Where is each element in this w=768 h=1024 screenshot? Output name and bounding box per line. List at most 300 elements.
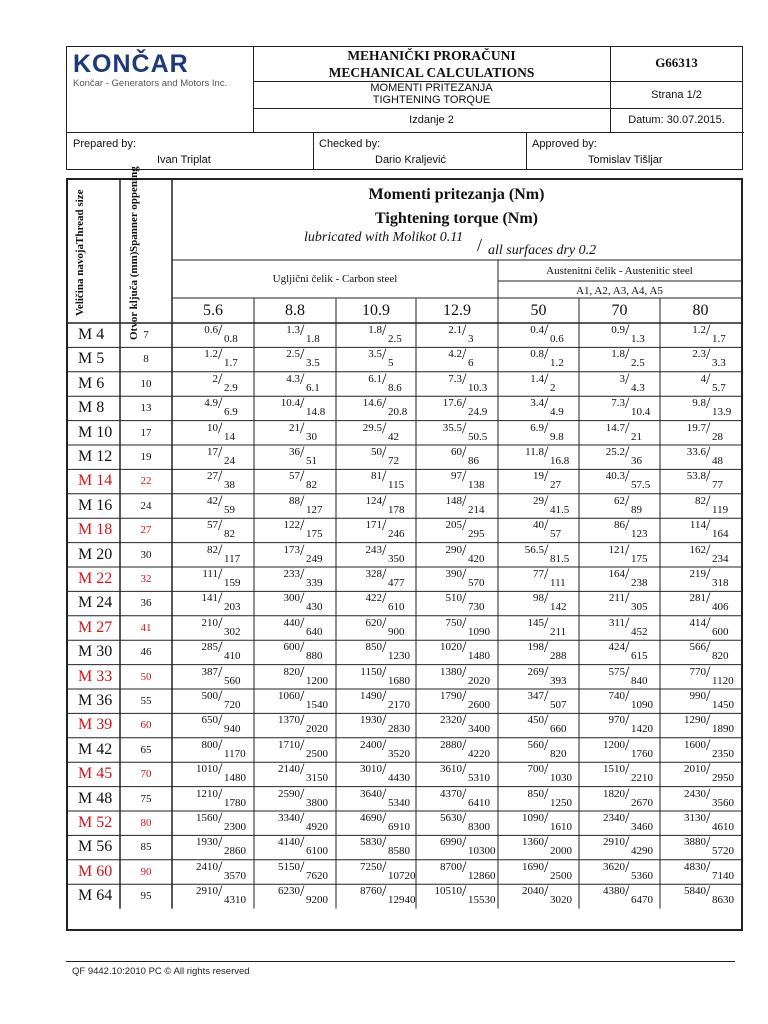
torque-value-cell: [360, 347, 420, 371]
torque-dry: 4610: [712, 821, 734, 833]
doc-title-en: MECHANICAL CALCULATIONS: [328, 65, 535, 80]
torque-lubricated: 17: [207, 446, 218, 458]
value-separator: /: [300, 639, 305, 657]
austenitic-steel-label: Austenitni čelik - Austenitic steel: [546, 265, 693, 277]
torque-dry: 1610: [550, 821, 572, 833]
torque-dry: 1760: [631, 747, 653, 760]
torque-dry: 406: [712, 601, 729, 614]
torque-dry: 14.8: [306, 406, 326, 419]
thread-size-cell: M 56: [78, 838, 113, 856]
value-separator: /: [462, 688, 467, 705]
torque-value-cell: [360, 616, 420, 640]
value-separator: /: [382, 492, 387, 510]
value-separator: /: [706, 834, 711, 852]
torque-dry: 28: [712, 430, 723, 443]
torque-lubricated: 285: [201, 641, 218, 654]
torque-dry: 1170: [224, 747, 246, 760]
value-separator: /: [300, 785, 305, 803]
torque-lubricated: 36: [289, 446, 300, 458]
torque-dry: 15530: [468, 894, 496, 907]
value-separator: /: [382, 322, 387, 339]
torque-dry: 1250: [550, 796, 572, 809]
torque-dry: 1480: [224, 772, 246, 785]
torque-value-cell: [278, 372, 338, 396]
torque-lubricated: 450: [527, 714, 544, 727]
value-separator: /: [218, 492, 223, 510]
torque-lubricated: 1060: [278, 690, 300, 702]
torque-value-cell: [196, 738, 256, 762]
torque-lubricated: 4370: [440, 787, 462, 800]
torque-dry: 117: [224, 552, 241, 565]
torque-lubricated: 1090: [522, 812, 544, 824]
torque-dry: 24: [224, 455, 235, 467]
torque-value-cell: [196, 835, 256, 859]
torque-dry: 4.3: [631, 381, 645, 394]
value-separator: /: [544, 370, 549, 388]
torque-dry: 940: [224, 723, 241, 736]
torque-dry: 6470: [631, 894, 653, 907]
torque-dry: 600: [712, 625, 729, 638]
torque-lubricated: 19.7: [686, 421, 706, 434]
torque-lubricated: 3010: [360, 763, 382, 776]
torque-dry: 7140: [712, 869, 734, 882]
torque-value-cell: [196, 665, 256, 689]
value-separator: /: [218, 639, 223, 657]
torque-value-cell: [196, 884, 256, 908]
thread-size-cell: M 5: [78, 350, 105, 368]
torque-lubricated: 1200: [603, 738, 625, 751]
doc-subtitle-hr: MOMENTI PRITEZANJA: [370, 82, 493, 94]
torque-value-cell: [196, 567, 256, 591]
value-separator: /: [300, 444, 305, 461]
torque-dry: 840: [631, 674, 648, 687]
prepared-label: Prepared by:: [73, 138, 136, 150]
torque-lubricated: 600: [283, 641, 300, 654]
torque-dry: 1.3: [631, 333, 645, 345]
torque-lubricated: 510: [445, 592, 462, 605]
value-separator: /: [706, 663, 711, 681]
value-separator: /: [462, 468, 467, 486]
torque-lubricated: 88: [289, 494, 300, 507]
torque-value-cell: [684, 835, 744, 859]
value-separator: /: [625, 810, 630, 827]
torque-lubricated: 1010: [196, 763, 218, 776]
torque-dry: 4430: [388, 772, 410, 785]
thread-size-header: [74, 184, 114, 322]
torque-lubricated: 14.6: [362, 397, 382, 410]
torque-value-cell: [522, 860, 582, 884]
strength-class-header: 50: [530, 302, 547, 319]
torque-lubricated: 1.2: [204, 348, 218, 361]
value-separator: /: [706, 712, 711, 730]
spanner-size-cell: 46: [140, 646, 152, 659]
torque-lubricated: 171: [365, 519, 382, 532]
value-separator: /: [218, 858, 223, 876]
value-separator: /: [544, 736, 549, 754]
torque-value-cell: [440, 347, 500, 371]
torque-dry: 175: [306, 528, 323, 541]
torque-value-cell: [196, 421, 256, 445]
torque-table: [66, 165, 743, 931]
torque-dry: 2670: [631, 796, 653, 809]
torque-lubricated: 5150: [278, 860, 300, 873]
torque-dry: 2830: [388, 723, 410, 736]
thread-size-header-hr: Veličina navoja: [74, 244, 86, 317]
torque-dry: 5.7: [712, 381, 726, 394]
torque-dry: 410: [224, 650, 241, 663]
torque-lubricated: 111: [202, 568, 218, 580]
value-separator: /: [544, 810, 549, 827]
torque-lubricated: 740: [608, 690, 625, 702]
torque-value-cell: [522, 713, 582, 737]
spanner-size-cell: 50: [140, 670, 152, 683]
torque-dry: 660: [550, 723, 567, 736]
value-separator: /: [218, 883, 223, 901]
torque-value-cell: [603, 665, 663, 689]
torque-lubricated: 1380: [440, 665, 462, 678]
torque-lubricated: 290: [445, 543, 462, 556]
torque-lubricated: 750: [445, 616, 462, 629]
torque-dry: 820: [712, 650, 729, 663]
thread-size-cell: M 64: [78, 887, 113, 905]
torque-dry: 51: [306, 455, 317, 467]
torque-lubricated: 82: [207, 543, 218, 556]
torque-dry: 246: [388, 528, 405, 541]
spanner-size-cell: 19: [140, 451, 152, 463]
torque-value-cell: [360, 469, 420, 493]
torque-lubricated: 2.3: [692, 348, 706, 361]
torque-value-cell: [196, 372, 256, 396]
value-separator: /: [382, 639, 387, 657]
torque-dry: 7620: [306, 869, 328, 882]
torque-value-cell: [684, 421, 744, 445]
torque-dry: 3: [468, 333, 474, 345]
torque-value-cell: [440, 811, 500, 835]
torque-value-cell: [360, 518, 420, 542]
torque-value-cell: [440, 543, 500, 567]
torque-value-cell: [278, 689, 338, 713]
logo-text: KONČAR: [73, 50, 189, 78]
condition-dry: all surfaces dry 0.2: [488, 243, 597, 258]
torque-value-cell: [522, 616, 582, 640]
torque-dry: 42: [388, 430, 399, 443]
torque-dry: 2350: [712, 747, 734, 760]
torque-value-cell: [684, 713, 744, 737]
thread-size-cell: M 48: [78, 789, 113, 807]
value-separator: /: [625, 858, 630, 876]
value-separator: /: [544, 419, 549, 437]
issue-date: Datum: 30.07.2015.: [628, 114, 725, 126]
value-separator: /: [382, 663, 387, 681]
doc-title-hr: MEHANIČKI PRORAČUNI: [347, 48, 516, 63]
torque-lubricated: 850: [365, 641, 382, 654]
value-separator: /: [300, 590, 305, 608]
condition-lubricated: lubricated with Molikot 0.11: [304, 230, 464, 245]
torque-lubricated: 387: [201, 665, 218, 678]
spanner-size-cell: 70: [140, 768, 152, 781]
issue-number: Izdanje 2: [409, 114, 454, 126]
torque-value-cell: [522, 811, 582, 835]
value-separator: /: [462, 736, 467, 754]
torque-value-cell: [603, 469, 663, 493]
torque-lubricated: 3.5: [368, 348, 382, 361]
torque-value-cell: [522, 591, 582, 615]
torque-lubricated: 2430: [684, 787, 706, 800]
torque-dry: 41.5: [550, 503, 570, 516]
torque-dry: 2600: [468, 699, 490, 711]
torque-value-cell: [603, 689, 663, 713]
torque-value-cell: [603, 787, 663, 811]
value-separator: /: [544, 395, 549, 413]
torque-dry: 8300: [468, 821, 490, 833]
document-header: [66, 46, 743, 170]
torque-lubricated: 7250: [360, 860, 382, 873]
torque-dry: 339: [306, 577, 323, 589]
value-separator: /: [706, 736, 711, 754]
value-separator: /: [462, 541, 467, 559]
value-separator: /: [544, 712, 549, 730]
torque-lubricated: 2590: [278, 787, 300, 800]
torque-value-cell: [360, 396, 420, 420]
value-separator: /: [625, 639, 630, 657]
torque-dry: 123: [631, 528, 648, 541]
value-separator: /: [462, 517, 467, 535]
torque-value-cell: [196, 811, 256, 835]
torque-value-cell: [684, 323, 744, 347]
torque-lubricated: 2880: [440, 738, 462, 751]
torque-dry: 2170: [388, 699, 410, 711]
torque-dry: 1.2: [550, 357, 564, 370]
torque-value-cell: [522, 323, 582, 347]
torque-lubricated: 1.8: [368, 324, 382, 336]
torque-dry: 2500: [550, 869, 572, 882]
torque-value-cell: [684, 469, 744, 493]
torque-value-cell: [684, 347, 744, 371]
torque-dry: 5310: [468, 772, 490, 785]
torque-dry: 615: [631, 650, 648, 663]
torque-lubricated: 3130: [684, 812, 706, 824]
value-separator: /: [382, 688, 387, 705]
torque-dry: 8580: [388, 845, 410, 858]
value-separator: /: [300, 395, 305, 413]
value-separator: /: [300, 346, 305, 364]
value-separator: /: [382, 785, 387, 803]
value-separator: /: [625, 736, 630, 754]
torque-lubricated: 25.2: [605, 446, 625, 458]
torque-dry: 6410: [468, 796, 490, 809]
torque-dry: 1090: [631, 699, 653, 711]
torque-value-cell: [360, 713, 420, 737]
torque-lubricated: 219: [689, 568, 706, 580]
torque-lubricated: 1020: [440, 641, 462, 654]
torque-value-cell: [278, 811, 338, 835]
torque-value-cell: [684, 591, 744, 615]
checked-label: Checked by:: [319, 138, 381, 150]
torque-value-cell: [360, 591, 420, 615]
carbon-steel-label: Ugljični čelik - Carbon steel: [272, 273, 398, 285]
torque-value-cell: [196, 543, 256, 567]
spanner-size-cell: 75: [140, 792, 152, 805]
torque-dry: 6910: [388, 821, 410, 833]
value-separator: /: [218, 444, 223, 461]
torque-lubricated: 3.4: [530, 397, 544, 410]
value-separator: /: [544, 590, 549, 608]
torque-dry: 640: [306, 625, 323, 638]
torque-dry: 2210: [631, 772, 653, 785]
torque-dry: 4220: [468, 747, 490, 760]
torque-lubricated: 8760: [360, 885, 382, 898]
value-separator: /: [706, 468, 711, 486]
torque-lubricated: 4140: [278, 836, 300, 849]
torque-lubricated: 424: [608, 641, 625, 654]
value-separator: /: [300, 517, 305, 535]
value-separator: /: [462, 663, 467, 681]
torque-dry: 249: [306, 552, 323, 565]
torque-value-cell: [522, 543, 582, 567]
torque-lubricated: 19: [533, 470, 544, 483]
thread-size-cell: M 20: [78, 545, 113, 563]
torque-value-cell: [684, 372, 744, 396]
torque-lubricated: 3340: [278, 812, 300, 824]
value-separator: /: [462, 712, 467, 730]
torque-value-cell: [684, 543, 744, 567]
spanner-size-cell: 8: [143, 353, 149, 366]
value-separator: /: [462, 785, 467, 803]
value-separator: /: [382, 834, 387, 852]
spanner-header-en: Spanner oppening: [128, 165, 140, 252]
spanner-size-cell: 85: [140, 841, 152, 854]
value-separator: /: [382, 883, 387, 901]
torque-value-cell: [603, 738, 663, 762]
torque-lubricated: 1290: [684, 714, 706, 727]
torque-lubricated: 4690: [360, 812, 382, 824]
value-separator: /: [218, 468, 223, 486]
torque-dry: 21: [631, 430, 642, 443]
torque-lubricated: 1930: [196, 836, 218, 849]
torque-value-cell: [360, 884, 420, 908]
torque-dry: 57.5: [631, 479, 651, 492]
value-separator: /: [625, 614, 630, 632]
value-separator: /: [706, 444, 711, 461]
torque-dry: 610: [388, 601, 405, 614]
torque-value-cell: [684, 567, 744, 591]
torque-value-cell: [278, 787, 338, 811]
value-separator: /: [382, 370, 387, 388]
torque-value-cell: [440, 689, 500, 713]
value-separator: /: [382, 395, 387, 413]
torque-dry: 238: [631, 577, 648, 589]
torque-lubricated: 2400: [360, 738, 382, 751]
thread-size-cell: M 16: [78, 496, 113, 514]
torque-value-cell: [360, 640, 420, 664]
torque-dry: 2: [550, 381, 556, 394]
torque-lubricated: 440: [283, 616, 300, 629]
value-separator: /: [706, 322, 711, 339]
torque-dry: 3400: [468, 723, 490, 736]
torque-dry: 1030: [550, 772, 572, 785]
torque-value-cell: [603, 616, 663, 640]
table-title: [172, 183, 741, 231]
torque-lubricated: 1490: [360, 690, 382, 702]
value-separator: /: [300, 370, 305, 388]
torque-lubricated: 700: [527, 763, 544, 776]
torque-lubricated: 6.1: [368, 372, 382, 385]
torque-dry: 1.8: [306, 333, 320, 345]
torque-lubricated: 21: [289, 421, 300, 434]
torque-value-cell: [684, 518, 744, 542]
torque-lubricated: 198: [527, 641, 544, 654]
torque-lubricated: 62: [614, 494, 625, 507]
value-separator: /: [625, 785, 630, 803]
value-separator: /: [300, 883, 305, 901]
footer-copyright: QF 9442.10:2010 PC © All rights reserved: [72, 966, 250, 977]
torque-dry: 3800: [306, 796, 328, 809]
value-separator: /: [300, 834, 305, 852]
torque-lubricated: 0.9: [611, 324, 625, 336]
torque-dry: 86: [468, 455, 479, 467]
torque-value-cell: [278, 860, 338, 884]
torque-value-cell: [278, 347, 338, 371]
torque-dry: 430: [306, 601, 323, 614]
torque-dry: 2020: [306, 723, 328, 736]
thread-size-cell: M 60: [78, 862, 113, 880]
torque-lubricated: 164: [608, 568, 625, 580]
value-separator: /: [625, 322, 630, 339]
torque-lubricated: 1370: [278, 714, 300, 727]
torque-lubricated: 4.2: [448, 348, 462, 361]
torque-dry: 452: [631, 625, 648, 638]
torque-lubricated: 9.8: [692, 397, 706, 410]
torque-lubricated: 300: [283, 592, 300, 605]
torque-value-cell: [440, 591, 500, 615]
value-separator: /: [625, 444, 630, 461]
torque-dry: 305: [631, 601, 648, 614]
torque-dry: 4.9: [550, 406, 564, 419]
value-separator: /: [382, 736, 387, 754]
torque-dry: 3.3: [712, 357, 726, 370]
value-separator: /: [300, 810, 305, 827]
torque-dry: 1890: [712, 723, 734, 736]
torque-dry: 318: [712, 577, 729, 589]
value-separator: /: [544, 883, 549, 901]
torque-lubricated: 10: [207, 421, 218, 434]
torque-value-cell: [684, 860, 744, 884]
torque-value-cell: [278, 543, 338, 567]
torque-value-cell: [278, 445, 338, 469]
torque-dry: 142: [550, 601, 567, 614]
value-separator: /: [462, 322, 467, 339]
value-separator: /: [544, 639, 549, 657]
thread-size-cell: M 45: [78, 765, 113, 783]
value-separator: /: [300, 858, 305, 876]
thread-size-header-en: Thread size: [74, 189, 86, 245]
thread-size-cell: M 10: [78, 423, 113, 441]
value-separator: /: [218, 663, 223, 681]
value-separator: /: [706, 419, 711, 437]
spanner-size-cell: 41: [140, 621, 152, 634]
torque-lubricated: 210: [201, 616, 218, 629]
torque-value-cell: [440, 762, 500, 786]
thread-size-cell: M 24: [78, 594, 113, 612]
value-separator: /: [706, 395, 711, 413]
value-separator: /: [625, 419, 630, 437]
thread-size-cell: M 52: [78, 814, 113, 831]
value-separator: /: [544, 566, 549, 583]
torque-lubricated: 1.8: [611, 348, 625, 361]
torque-lubricated: 3640: [360, 787, 382, 800]
value-separator: /: [462, 566, 467, 583]
torque-lubricated: 53.8: [686, 470, 706, 483]
